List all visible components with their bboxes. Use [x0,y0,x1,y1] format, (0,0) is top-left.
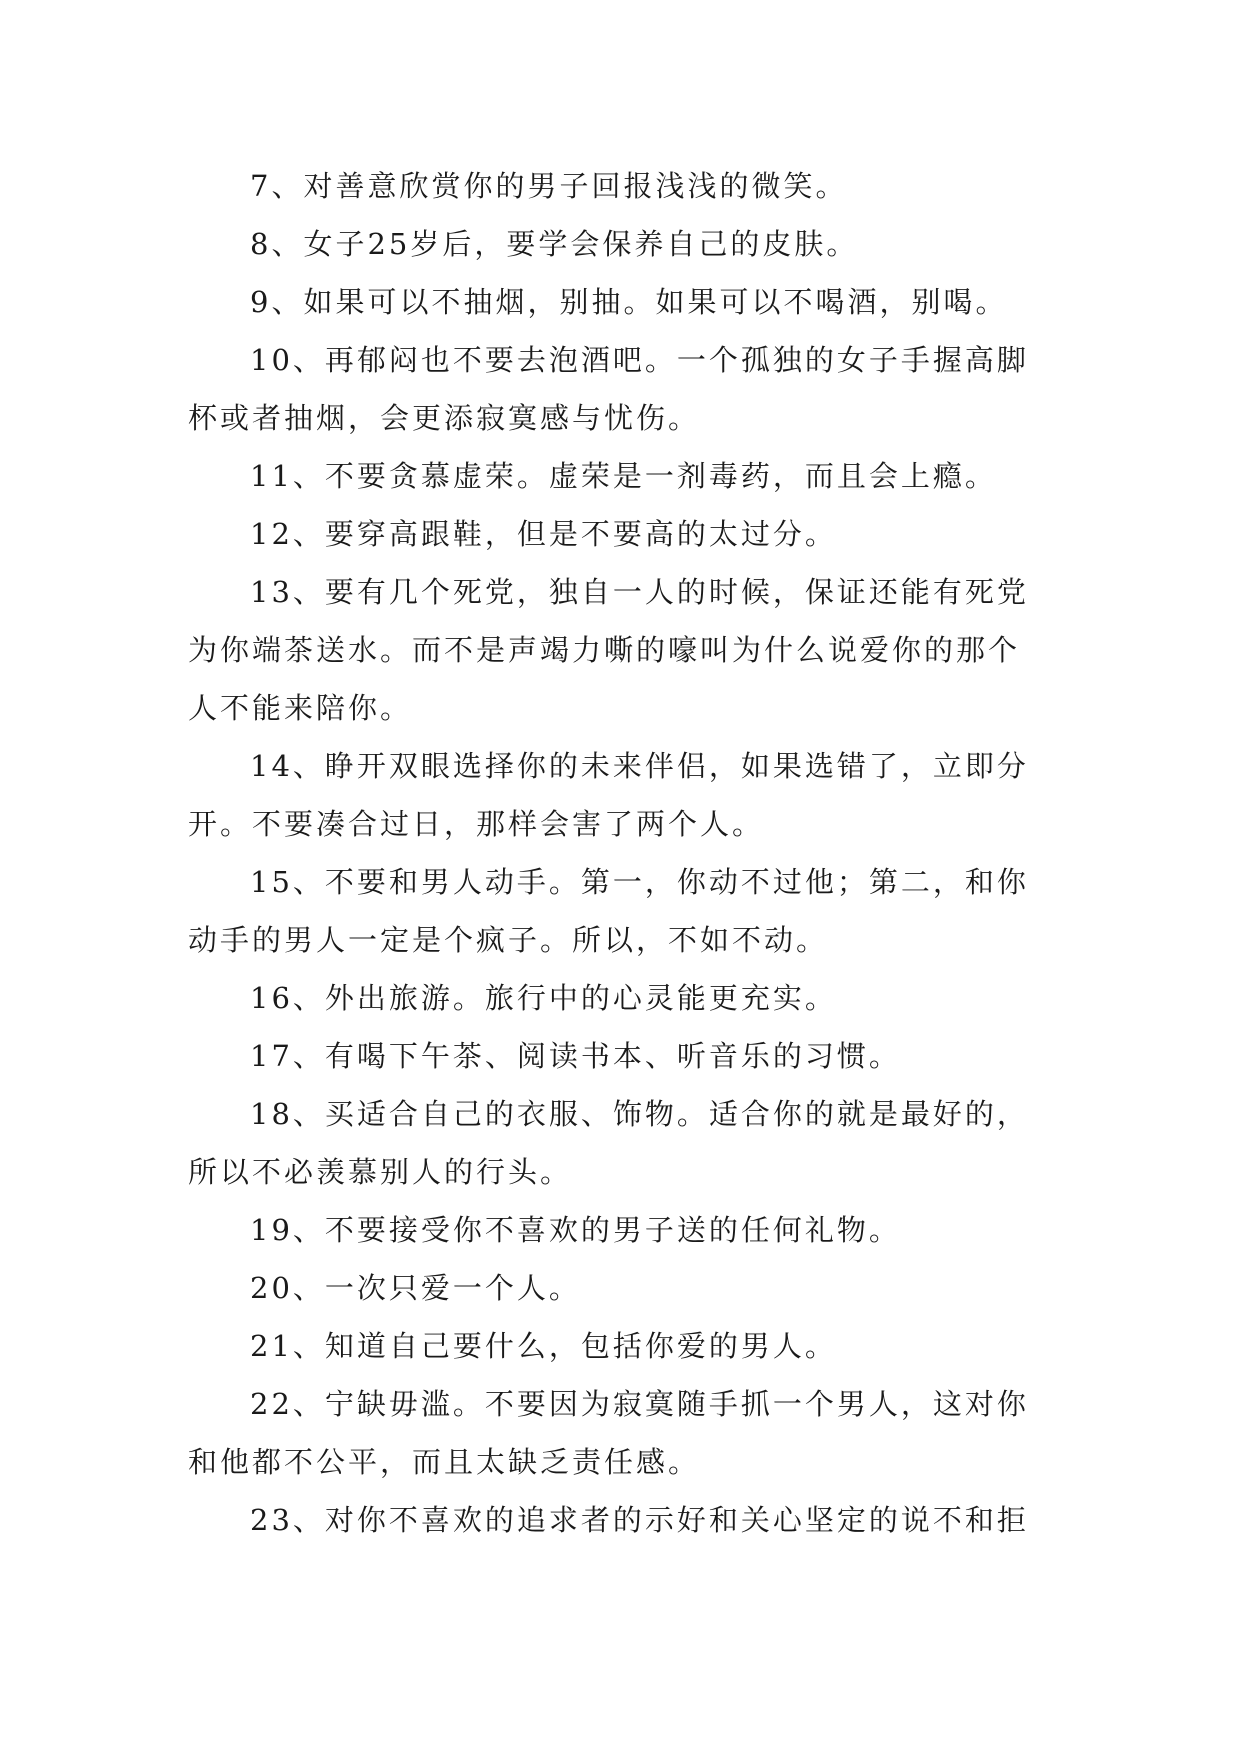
text-line: 19、不要接受你不喜欢的男子送的任何礼物。 [250,1213,901,1247]
text-line: 12、要穿高跟鞋，但是不要高的太过分。 [250,517,837,551]
text-line: 和他都不公平，而且太缺乏责任感。 [188,1445,701,1479]
text-line: 所以不必羡慕别人的行头。 [188,1155,573,1189]
text-line: 17、有喝下午茶、阅读书本、听音乐的习惯。 [250,1039,901,1073]
text-line: 8、女子25岁后，要学会保养自己的皮肤。 [250,227,859,261]
text-line: 20、一次只爱一个人。 [250,1271,581,1305]
text-line: 22、宁缺毋滥。不要因为寂寞随手抓一个男人，这对你 [250,1387,1029,1421]
text-line: 人不能来陪你。 [188,691,413,725]
text-line: 为你端茶送水。而不是声竭力嘶的嚎叫为什么说爱你的那个 [188,633,1021,667]
text-line: 11、不要贪慕虚荣。虚荣是一剂毒药，而且会上瘾。 [250,459,997,493]
text-line: 10、再郁闷也不要去泡酒吧。一个孤独的女子手握高脚 [250,343,1029,377]
text-line: 18、买适合自己的衣服、饰物。适合你的就是最好的， [250,1097,1029,1131]
text-line: 15、不要和男人动手。第一，你动不过他；第二，和你 [250,865,1029,899]
text-line: 13、要有几个死党，独自一人的时候，保证还能有死党 [250,575,1029,609]
text-line: 9、如果可以不抽烟，别抽。如果可以不喝酒，别喝。 [250,285,1008,319]
text-line: 杯或者抽烟，会更添寂寞感与忧伤。 [188,401,701,435]
text-line: 7、对善意欣赏你的男子回报浅浅的微笑。 [250,169,848,203]
text-line: 开。不要凑合过日，那样会害了两个人。 [188,807,765,841]
text-line: 16、外出旅游。旅行中的心灵能更充实。 [250,981,837,1015]
text-line: 21、知道自己要什么，包括你爱的男人。 [250,1329,837,1363]
text-line: 23、对你不喜欢的追求者的示好和关心坚定的说不和拒 [250,1503,1029,1537]
text-line: 动手的男人一定是个疯子。所以，不如不动。 [188,923,829,957]
document-body [188,157,1056,1549]
text-line: 14、睁开双眼选择你的未来伴侣，如果选错了，立即分 [250,749,1029,783]
